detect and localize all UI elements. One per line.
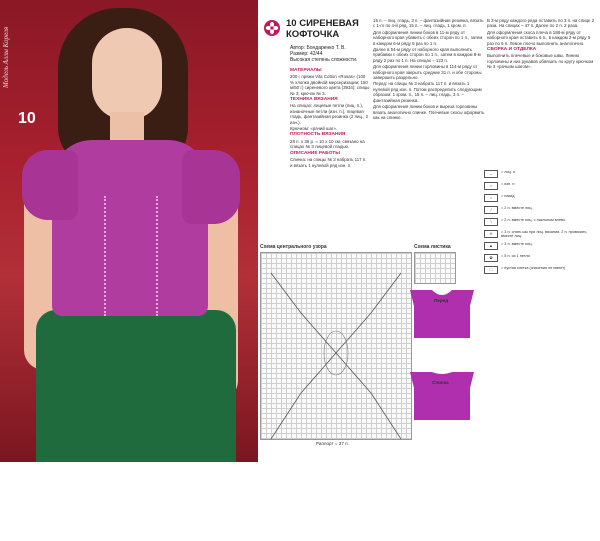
legend-text: = накид [501, 194, 515, 198]
legend-row [484, 194, 596, 206]
col2-para: Для оформления линии горловины в 114-м ряду от наборного края закрыть средние 31 п. и обе стороны завершить раздельно. [373, 64, 482, 81]
col2-para: Перед: на спицы № 3 набрать 117 п. и вязать 1 нулевой ряд изн. п. Потом распределить следующим образом: 1 кром. п., 15 п. – лиц. гладь, 3 п. – фантазийная резинка. [373, 81, 482, 103]
sweater-lace-panel [104, 196, 158, 316]
article-meta [290, 45, 370, 63]
legend-text: = 5 п. из 1 петли [501, 254, 530, 258]
legend-symbol: • [484, 182, 498, 190]
legend-symbol: / [484, 206, 498, 214]
legend-row [484, 254, 596, 266]
main-pattern-chart [260, 252, 412, 440]
model-face [92, 28, 162, 120]
col2-para: Для оформления линии боков в 11-м ряду от наборного края убавить с обеих сторон по 1 п., затем в каждом 6-м ряду 6 раз по 1 п. [373, 29, 483, 46]
rapport-caption: Раппорт = 37 п. [316, 441, 349, 446]
col1-para: На спицах: лицевые петли (лиц. п.), изнаночные петли (изн. п.), лицевая гладь, фантазийная резинка (2 лиц., 2 изн.). [290, 103, 369, 125]
legend-text: = лиц. п. [501, 170, 517, 174]
col3-para: В 3-м ряду каждого ряда оставить по 3 п. на спице 2 раза. На спицах – 47 п. Далее по 2 п. 2 раза. [487, 18, 595, 29]
legend-symbol: \ [484, 218, 498, 226]
legend-row [484, 206, 596, 218]
col1-para: ТЕХНИКА ВЯЗАНИЯ [290, 97, 338, 103]
legend-row [484, 182, 596, 194]
col1-para: 28 п. x 36 р. = 10 x 10 см, связано на спицах № 3 лицевой гладью. [290, 138, 365, 150]
legend-symbol: ✿ [484, 254, 498, 262]
article-title [286, 18, 376, 40]
difficulty-line: Высокая степень сложности. [290, 57, 358, 63]
pattern-motif [261, 253, 411, 439]
legend-row [484, 266, 596, 278]
legend-symbol: ▲ [484, 242, 498, 250]
legend-text: = изн. п. [501, 182, 516, 186]
col3-para: СБОРКА И ОТДЕЛКА [487, 47, 537, 53]
sweater-left-sleeve [22, 150, 78, 220]
legend-text: = пустая клетка (значения не имеет) [501, 266, 566, 270]
flower-icon [264, 20, 280, 36]
col1-para: МАТЕРИАЛЫ [290, 68, 322, 73]
text-column-2 [373, 18, 485, 248]
col1-para: Крючком: «рачий шаг». [290, 126, 338, 132]
col1-para: 200 г пряжи Vita Cotton «Rosas» (100 % хлопка двойной мерсеризации; 150 м/50 г) сиреневого цвета (3934); спицы № 3; крючок № 3. [290, 74, 370, 96]
back-label: Спинка [432, 380, 449, 385]
front-schematic [404, 286, 480, 342]
leaf-chart-caption: Схема листика [414, 244, 451, 250]
front-label: Перед [434, 298, 449, 303]
col3-para: Для оформления скоса плеча в 188-м ряду от наборного края оставить 6 п., в каждом 2-м ряду 5 раз по 6 п. Левое плечо выполнить аналогично. [487, 29, 591, 46]
legend-text: = 2 п. вместе лиц. [501, 206, 533, 210]
page-number: 10 [18, 110, 36, 127]
model-photo [0, 0, 258, 462]
legend-symbol: □ [484, 266, 498, 274]
col2-para: Для оформления линии боков и выреза горловины вязать аналогично спинке. Плечевые скосы оформить как на спинке. [373, 104, 485, 120]
text-column-1 [290, 68, 370, 248]
legend-symbol: Λ [484, 230, 498, 238]
col2-para: Далее в 54-м ряду от наборного края выполнить прибавки с обеих сторон по 1 п., затем в каждом 8-м ряду 2 раз по 1 п. На спицах – 123 п. [373, 47, 481, 63]
legend-symbol: ○ [484, 194, 498, 202]
legend-row [484, 242, 596, 254]
title-line-1: 10 СИРЕНЕВАЯ [286, 18, 359, 29]
legend-row [484, 230, 596, 242]
sweater-right-sleeve [182, 150, 240, 224]
leaf-pattern-chart [414, 252, 456, 284]
model-skirt [36, 310, 236, 462]
legend-text: = 3 п. снять как при лиц. вязании, 2 п. провязать вместе лиц. [501, 230, 587, 239]
text-column-3 [487, 18, 595, 168]
size-line: Размер: 42/44 [290, 51, 323, 57]
legend-row [484, 170, 596, 182]
legend-text: = 3 п. вместе лиц. [501, 242, 533, 246]
main-chart-caption: Схема центрального узора [260, 244, 327, 250]
col1-para: ОПИСАНИЕ РАБОТЫ [290, 150, 340, 156]
designer-credit: Модель Аллы Кореля [2, 26, 10, 88]
author-line: Автор: Бондаренко Т. В. [290, 45, 346, 51]
col1-para: ПЛОТНОСТЬ ВЯЗАНИЯ [290, 132, 346, 138]
legend-text: = 2 п. вместе лиц. с наклоном влево [501, 218, 566, 222]
col2-para: 15 п. – лиц. гладь, 3 п. – фантазийная резинка, вязать с 1-го по 4-й ряд, 15 п. – лиц. гладь, 1 кром. п. [373, 18, 484, 29]
symbol-legend [484, 170, 596, 278]
back-schematic [404, 368, 480, 424]
legend-symbol: – [484, 170, 498, 178]
col3-para: Выполнить плечевые и боковые швы. Линию горловины и низ рукавов обвязать по кругу крючком № 3 «рачьим шагом». [487, 53, 594, 70]
legend-row [484, 218, 596, 230]
col1-para: Спинка: на спицы № 3 набрать 117 п. и вязать 1 нулевой ряд изн. п. [290, 157, 367, 168]
title-line-2: КОФТОЧКА [286, 29, 340, 40]
